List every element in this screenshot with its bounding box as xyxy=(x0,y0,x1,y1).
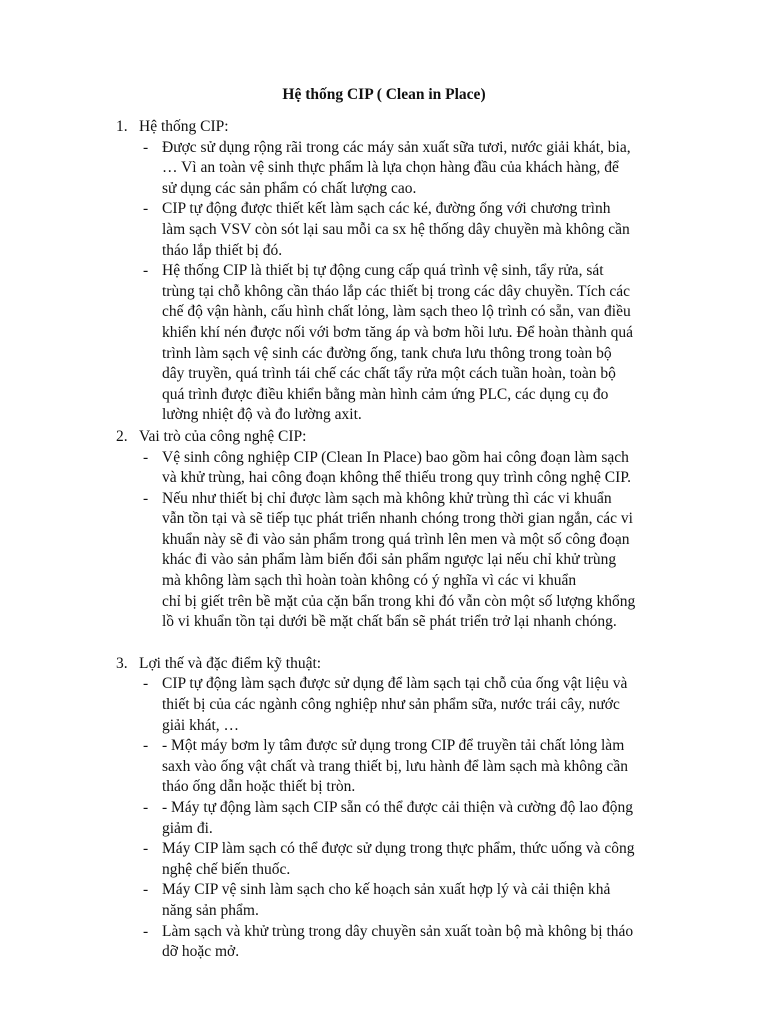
bullet-marker: - xyxy=(143,737,149,755)
section-heading-text: Vai trò của công nghệ CIP: xyxy=(139,427,307,445)
section-number: 1. xyxy=(116,118,128,135)
bullet-list xyxy=(116,674,686,962)
bullet-marker: - xyxy=(143,922,149,940)
list-item xyxy=(116,489,686,633)
bullet-marker: - xyxy=(143,840,149,858)
section-list xyxy=(116,117,686,963)
list-item xyxy=(116,880,686,921)
list-item xyxy=(116,138,686,200)
bullet-marker: - xyxy=(143,675,149,693)
list-item xyxy=(116,199,686,261)
section-number: 2. xyxy=(116,427,128,445)
bullet-text: - Máy tự động làm sạch CIP sẵn có thể được cải thiện và cường độ lao động giảm đi. xyxy=(162,799,634,837)
bullet-text: Hệ thống CIP là thiết bị tự động cung cấp quá trình vệ sinh, tẩy rửa, sát trùng tại chỗ không cần tháo lắp các thiết bị trong các dây chuyền. Tích các chế độ vận hành, cấu hình chất lỏng, làm sạch theo lộ trình có sẵn, van điều khiển khí nén được nối với bơm tăng áp và bơm hồi lưu. Để hoàn thành quá trình làm sạch vệ sinh các đường ống, tank chưa lưu thông trong toàn bộ dây truyền, quá trình tái chế các chất tẩy rửa một cách tuần hoàn, toàn bộ quá trình được điều khiển bằng màn hình cảm ứng PLC, các dụng cụ đo lường nhiệt độ và đo lường axit. xyxy=(162,262,634,424)
section-heading xyxy=(116,117,686,138)
bullet-marker: - xyxy=(143,881,149,899)
bullet-text: CIP tự động được thiết kết làm sạch các ké, đường ống với chương trình làm sạch VSV còn sót lại sau mỗi ca sx hệ thống dây chuyền mà không cần tháo lắp thiết bị đó. xyxy=(162,200,630,259)
bullet-list xyxy=(116,138,686,426)
document-title: Hệ thống CIP ( Clean in Place) xyxy=(282,86,486,103)
section-heading xyxy=(116,654,686,675)
section-he-thong-cip xyxy=(116,117,686,426)
bullet-text: Được sử dụng rộng rãi trong các máy sản xuất sữa tươi, nước giải khát, bia, … Vì an toàn vệ sinh thực phẩm là lựa chọn hàng đầu của khách hàng, để sử dụng các sản phẩm có chất lượng cao. xyxy=(162,138,631,197)
list-item xyxy=(116,674,686,736)
section-heading xyxy=(116,427,686,448)
bullet-marker: - xyxy=(143,138,149,156)
section-heading-text: Hệ thống CIP: xyxy=(139,118,229,135)
bullet-text: Làm sạch và khử trùng trong dây chuyền sản xuất toàn bộ mà không bị tháo dỡ hoặc mở. xyxy=(162,922,634,961)
bullet-text: - Một máy bơm ly tâm được sử dụng trong CIP để truyền tải chất lỏng làm saxh vào ống vật chất và trang thiết bị, lưu hành để làm sạch mà không cần tháo ống dẫn hoặc thiết bị tròn. xyxy=(162,737,628,796)
bullet-marker: - xyxy=(143,489,149,507)
list-item xyxy=(116,261,686,426)
bullet-text: CIP tự động làm sạch được sử dụng để làm sạch tại chỗ của ống vật liệu và thiết bị của các ngành công nghiệp như sản phẩm sữa, nước trái cây, nước giải khát, … xyxy=(162,675,628,734)
bullet-text: Nếu như thiết bị chỉ được làm sạch mà không khử trùng thì các vi khuẩn vẫn tồn tại và sẽ tiếp tục phát triển nhanh chóng trong thời gian ngắn, các vi khuẩn này sẽ đi vào sản phẩm trong quá trình lên men và một số công đoạn khác đi vào sản phẩm làm biến đổi sản phẩm ngược lại nếu chỉ khử trùng mà không làm sạch thì hoàn toàn không có ý nghĩa vì các vi khuẩn chỉ bị giết trên bề mặt của cặn bẩn trong khi đó vẫn còn một số lượng khổng lồ vi khuẩn tồn tại dưới bề mặt chất bẩn sẽ phát triển trở lại nhanh chóng. xyxy=(162,489,636,631)
section-number: 3. xyxy=(116,654,128,672)
list-item xyxy=(116,798,686,839)
bullet-text: Máy CIP vệ sinh làm sạch cho kế hoạch sản xuất hợp lý và cải thiện khả năng sản phẩm. xyxy=(162,881,611,919)
bullet-text: Vệ sinh công nghiệp CIP (Clean In Place) bao gồm hai công đoạn làm sạch và khử trùng, hai công đoạn không thể thiếu trong quy trình công nghệ CIP. xyxy=(162,448,632,487)
list-item xyxy=(116,736,686,798)
section-loi-the xyxy=(116,654,686,963)
list-item xyxy=(116,922,686,963)
section-vai-tro xyxy=(116,427,686,633)
list-item xyxy=(116,839,686,880)
bullet-marker: - xyxy=(143,262,149,280)
list-item xyxy=(116,448,686,489)
bullet-marker: - xyxy=(143,799,149,816)
bullet-marker: - xyxy=(143,448,149,466)
section-heading-text: Lợi thế và đặc điểm kỹ thuật: xyxy=(139,654,322,672)
bullet-list xyxy=(116,448,686,633)
bullet-marker: - xyxy=(143,200,149,218)
bullet-text: Máy CIP làm sạch có thể được sử dụng trong thực phẩm, thức uống và công nghệ chế biến thuốc. xyxy=(162,840,635,878)
